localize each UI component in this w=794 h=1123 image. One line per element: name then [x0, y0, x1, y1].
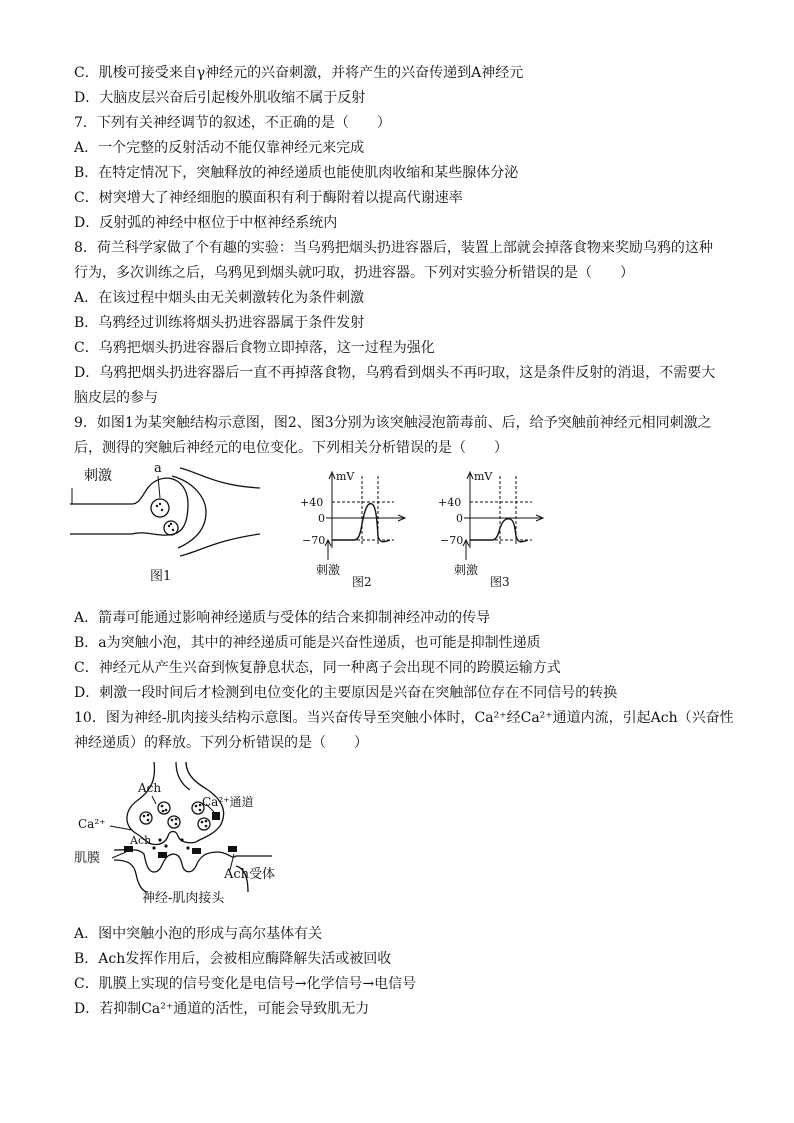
q10-stem-line2: 神经递质）的释放。下列分析错误的是（ ）	[74, 735, 368, 751]
q9-option-a: A．箭毒可能通过影响神经递质与受体的结合来抑制神经冲动的传导	[74, 610, 491, 626]
q10-option-b: B．Ach发挥作用后，会被相应酶降解失活或被回收	[74, 951, 392, 967]
fig1-stimulus-label: 刺激	[84, 468, 112, 484]
fig3-mv-label: mV	[474, 470, 493, 483]
fig4-caption: 神经-肌肉接头	[142, 891, 225, 906]
q8-option-c: C．乌鸦把烟头扔进容器后食物立即掉落，这一过程为强化	[74, 340, 435, 356]
fig1-vesicle-label: a	[154, 461, 162, 476]
q9-option-d: D．刺激一段时间后才检测到电位变化的主要原因是兴奋在突触部位存在不同信号的转换	[74, 685, 618, 701]
q9-stem-line1: 9．如图1为某突触结构示意图，图2、图3分别为该突触浸泡箭毒前、后，给予突触前神经元相同刺激之	[74, 415, 712, 431]
figure-neuromuscular-junction	[72, 760, 288, 906]
q6-option-d: D．大脑皮层兴奋后引起梭外肌收缩不属于反射	[74, 90, 366, 106]
fig2-caption: 图2	[352, 575, 372, 589]
q10-stem-line1: 10．图为神经-肌肉接头结构示意图。当兴奋传导至突触小体时，Ca²⁺经Ca²⁺通道内流，引起Ach（兴奋性	[74, 710, 734, 726]
q7-option-b: B．在特定情况下，突触释放的神经递质也能使肌肉收缩和某些腺体分泌	[74, 165, 519, 181]
fig4-ca-channel-label: Ca²⁺通道	[202, 795, 254, 809]
fig3-minus70-label: −70	[440, 534, 464, 547]
q10-option-c: C．肌膜上实现的信号变化是电信号→化学信号→电信号	[74, 976, 417, 992]
figure-1-synapse	[70, 460, 260, 588]
fig2-zero-label: 0	[318, 512, 325, 525]
q7-stem: 7．下列有关神经调节的叙述，不正确的是（ ）	[74, 115, 391, 131]
fig3-zero-label: 0	[456, 512, 463, 525]
q7-option-c: C．树突增大了神经细胞的膜面积有利于酶附着以提高代谢速率	[74, 190, 463, 206]
q8-stem-line2: 行为，多次训练之后，乌鸦见到烟头就叼取，扔进容器。下列对实验分析错误的是（ ）	[74, 265, 634, 281]
q7-option-d: D．反射弧的神经中枢位于中枢神经系统内	[74, 215, 338, 231]
q8-stem-line1: 8．荷兰科学家做了个有趣的实验：当乌鸦把烟头扔进容器后，装置上部就会掉落食物来奖励乌鸦的这种	[74, 240, 713, 256]
fig2-mv-label: mV	[336, 470, 355, 483]
fig2-plus40-label: +40	[300, 496, 324, 509]
fig3-stimulus-label: 刺激	[454, 563, 479, 577]
q8-option-d-line2: 脑皮层的参与	[74, 390, 158, 406]
fig4-ach-mid-label: Ach	[130, 834, 152, 847]
q6-option-c: C．肌梭可接受来自γ神经元的兴奋刺激，并将产生的兴奋传递到A神经元	[74, 65, 524, 81]
q9-stem-line2: 后，测得的突触后神经元的电位变化。下列相关分析错误的是（ ）	[74, 440, 508, 456]
q8-option-a: A．在该过程中烟头由无关刺激转化为条件刺激	[74, 290, 365, 306]
q9-option-b: B．a为突触小泡，其中的神经递质可能是兴奋性递质，也可能是抑制性递质	[74, 635, 541, 651]
q10-option-d: D．若抑制Ca²⁺通道的活性，可能会导致肌无力	[74, 1001, 370, 1017]
q9-option-c: C．神经元从产生兴奋到恢复静息状态，同一种离子会出现不同的跨膜运输方式	[74, 660, 561, 676]
fig2-minus70-label: −70	[302, 534, 326, 547]
fig4-receptor-label: Ach受体	[224, 867, 276, 882]
figure-3-potential-graph	[436, 466, 548, 590]
figure-2-potential-graph	[298, 466, 410, 590]
fig3-plus40-label: +40	[438, 496, 462, 509]
fig1-caption: 图1	[150, 569, 172, 584]
fig4-ca-ion-label: Ca²⁺	[78, 817, 106, 831]
q7-option-a: A．一个完整的反射活动不能仅靠神经元来完成	[74, 140, 365, 156]
q8-option-b: B．乌鸦经过训练将烟头扔进容器属于条件发射	[74, 315, 365, 331]
q10-option-a: A．图中突触小泡的形成与高尔基体有关	[74, 926, 323, 942]
fig4-membrane-label: 肌膜	[74, 851, 101, 866]
fig3-caption: 图3	[490, 575, 510, 589]
q8-option-d-line1: D．乌鸦把烟头扔进容器后一直不再掉落食物，乌鸦看到烟头不再叼取，这是条件反射的消退，不需要大	[74, 365, 716, 381]
fig4-ach-top-label: Ach	[138, 781, 162, 795]
fig2-stimulus-label: 刺激	[316, 563, 341, 577]
